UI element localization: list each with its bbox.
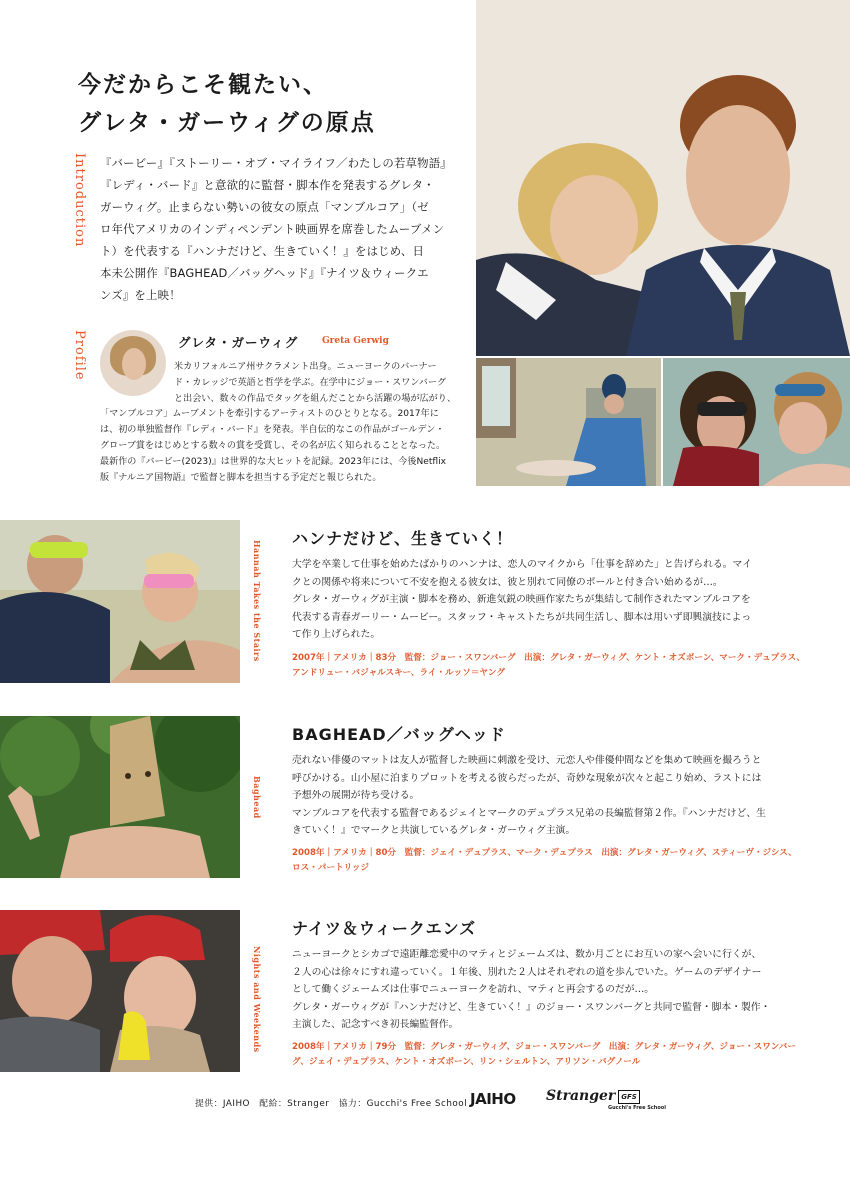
gfs-logo-subtext: Gucchi's Free School [608, 1105, 666, 1111]
profile-line: 最新作の『バービー(2023)』は世界的な大ヒットを記録。2023年には、今後Netflix [100, 456, 447, 467]
hero-photo-couple [476, 0, 850, 356]
synopsis-line: マンブルコアを代表する監督であるジェイとマークのデュプラス兄弟の長編監督第２作。『ハンナだけど、生 [292, 807, 766, 819]
gfs-logo-mark: GFS [618, 1090, 640, 1104]
profile-label: Profile [72, 330, 87, 381]
profile-name-en: Greta Gerwig [322, 336, 389, 346]
credit-line: アンドリュー・バジャルスキー、ライ・ルッソ＝ヤング [292, 668, 505, 678]
footer-credits: 提供：JAIHO 配給：Stranger 協力：Gucchi's Free School [195, 1099, 468, 1109]
film-label-en: Baghead [252, 776, 262, 819]
film-synopsis [292, 556, 792, 644]
intro-line: ガーウィグ。止まらない勢いの彼女の原点「マンブルコア」（ゼ [100, 200, 429, 214]
film-title: ハンナだけど、生きていく！ [292, 529, 514, 548]
profile-line: と出会い、数々の作品でタッグを組んだことから活躍の場が広がり、 [174, 393, 456, 404]
film-label-en: Hannah Takes the Stairs [252, 540, 262, 662]
synopsis-line: グレタ・ガーウィグが主演・脚本を務め、新進気鋭の映画作家たちが集結して制作されたマンブルコアを [292, 594, 751, 606]
credit-line: ロス・パートリッジ [292, 863, 370, 873]
film-still-nights-weekends [0, 910, 240, 1072]
still-photo-bath-chair [476, 358, 661, 486]
intro-line: ト）を代表する『ハンナだけど、生きていく！』をはじめ、日 [100, 244, 425, 258]
intro-line: ロ年代アメリカのインディペンデント映画界を席巻したムーブメン [100, 222, 445, 236]
intro-line: ンズ』を上映！ [100, 288, 181, 302]
synopsis-line: グレタ・ガーウィグが『ハンナだけど、生きていく！』のジョー・スワンバーグと共同で監督・脚本・製作・ [292, 1001, 771, 1013]
synopsis-line: ニューヨークとシカゴで遠距離恋愛中のマティとジェームズは、数か月ごとにお互いの家へ会いに行くが、 [292, 949, 762, 960]
film-still-baghead [0, 716, 240, 878]
synopsis-line: クとの関係や将来について不安を抱える彼女は、彼と別れて同僚のポールと付き合い始めるが…。 [292, 576, 723, 588]
synopsis-line: 主演した、記念すべき初長編監督作。 [292, 1019, 459, 1031]
profile-line: 「マンブルコア」ムーブメントを牽引するアーティストのひとりとなる。2017年に [100, 409, 439, 420]
synopsis-line: て作り上げられた。 [292, 629, 381, 641]
profile-line: 米カリフォルニア州サクラメント出身。ニューヨークのバーナー [174, 362, 437, 372]
jaiho-logo: JAIHO [470, 1090, 516, 1108]
synopsis-line: として働くジェームズは仕事でニューヨークを訪れ、マティと再会するのだが…。 [292, 984, 655, 996]
synopsis-line: 呼びかける。山小屋に泊まりプロットを考える彼らだったが、奇妙な現象が次々と起こり始め、ラストには [292, 772, 762, 784]
synopsis-line: ２人の心は徐々にすれ違っていく。１年後、別れた２人はそれぞれの道を歩んでいた。ゲームのデザイナー [292, 966, 762, 978]
film-title: BAGHEAD／バッグヘッド [292, 725, 506, 744]
synopsis-line: きていく！』でマークと共演しているグレタ・ガーウィグ主演。 [292, 825, 576, 837]
profile-name: グレタ・ガーウィグ [178, 335, 299, 350]
credit-line: 2007年｜アメリカ｜83分 監督：ジョー・スワンバーグ 出演：グレタ・ガーウィグ、ケント・オズボーン、マーク・デュプラス、 [292, 653, 805, 663]
page-title [78, 66, 458, 142]
synopsis-line: 代表する青春ガーリー・ムービー。スタッフ・キャストたちが共同生活し、脚本は用いず即興演技によっ [292, 611, 752, 623]
still-photo-bathtub [663, 358, 850, 486]
stranger-logo: Stranger [546, 1088, 616, 1104]
synopsis-line: 大学を卒業して仕事を始めたばかりのハンナは、恋人のマイクから「仕事を辞めた」と告げられる。マイ [292, 559, 752, 570]
credit-line: 2008年｜アメリカ｜79分 監督：グレタ・ガーウィグ、ジョー・スワンバーグ 出演：グレタ・ガーウィグ、ジョー・スワンバー [292, 1042, 796, 1052]
title-line-2: グレタ・ガーウィグの原点 [78, 110, 376, 136]
film-synopsis [292, 946, 792, 1034]
film-credit [292, 846, 802, 876]
profile-line: 版『ナルニア国物語』で監督と脚本を担当する予定だと報じられた。 [100, 472, 382, 483]
film-credit [292, 1040, 802, 1070]
intro-line: 『レディ・バード』と意欲的に監督・脚本作を発表するグレタ・ [100, 178, 435, 192]
introduction-label: Introduction [72, 153, 87, 248]
profile-line: グローブ賞をはじめとする数々の賞を受賞し、その名が広く知られることとなった。 [100, 440, 446, 451]
credit-line: 2008年｜アメリカ｜80分 監督：ジェイ・デュプラス、マーク・デュプラス 出演：グレタ・ガーウィグ、スティーヴ・ジシス、 [292, 848, 797, 858]
title-line-1: 今だからこそ観たい、 [78, 72, 328, 98]
film-title: ナイツ＆ウィークエンズ [292, 919, 477, 938]
gfs-logo [608, 1090, 666, 1112]
profile-line: は、初の単独監督作『レディ・バード』を発表。半自伝的なこの作品がゴールデン・ [100, 425, 445, 436]
introduction-text [100, 152, 460, 306]
film-credit [292, 651, 805, 681]
profile-text [100, 360, 470, 486]
synopsis-line: 予想外の展開が待ち受ける。 [292, 790, 420, 802]
profile-line: ド・カレッジで英語と哲学を学ぶ。在学中にジョー・スワンバーグ [174, 377, 447, 388]
credit-line: グ、ジェイ・デュプラス、ケント・オズボーン、リン・シェルトン、アリソン・バグノール [292, 1057, 641, 1067]
film-label-en: Nights and Weekends [252, 946, 262, 1053]
hero-photo-illustration [476, 0, 850, 356]
film-synopsis [292, 752, 792, 840]
intro-line: 本未公開作『BAGHEAD／バッグヘッド』『ナイツ＆ウィークエ [100, 266, 429, 280]
synopsis-line: 売れない俳優のマットは友人が監督した映画に刺激を受け、元恋人や俳優仲間などを集めて映画を撮ろうと [292, 755, 762, 766]
intro-line: 『バービー』『ストーリー・オブ・マイライフ／わたしの若草物語』 [100, 156, 452, 170]
film-still-hannah [0, 520, 240, 683]
